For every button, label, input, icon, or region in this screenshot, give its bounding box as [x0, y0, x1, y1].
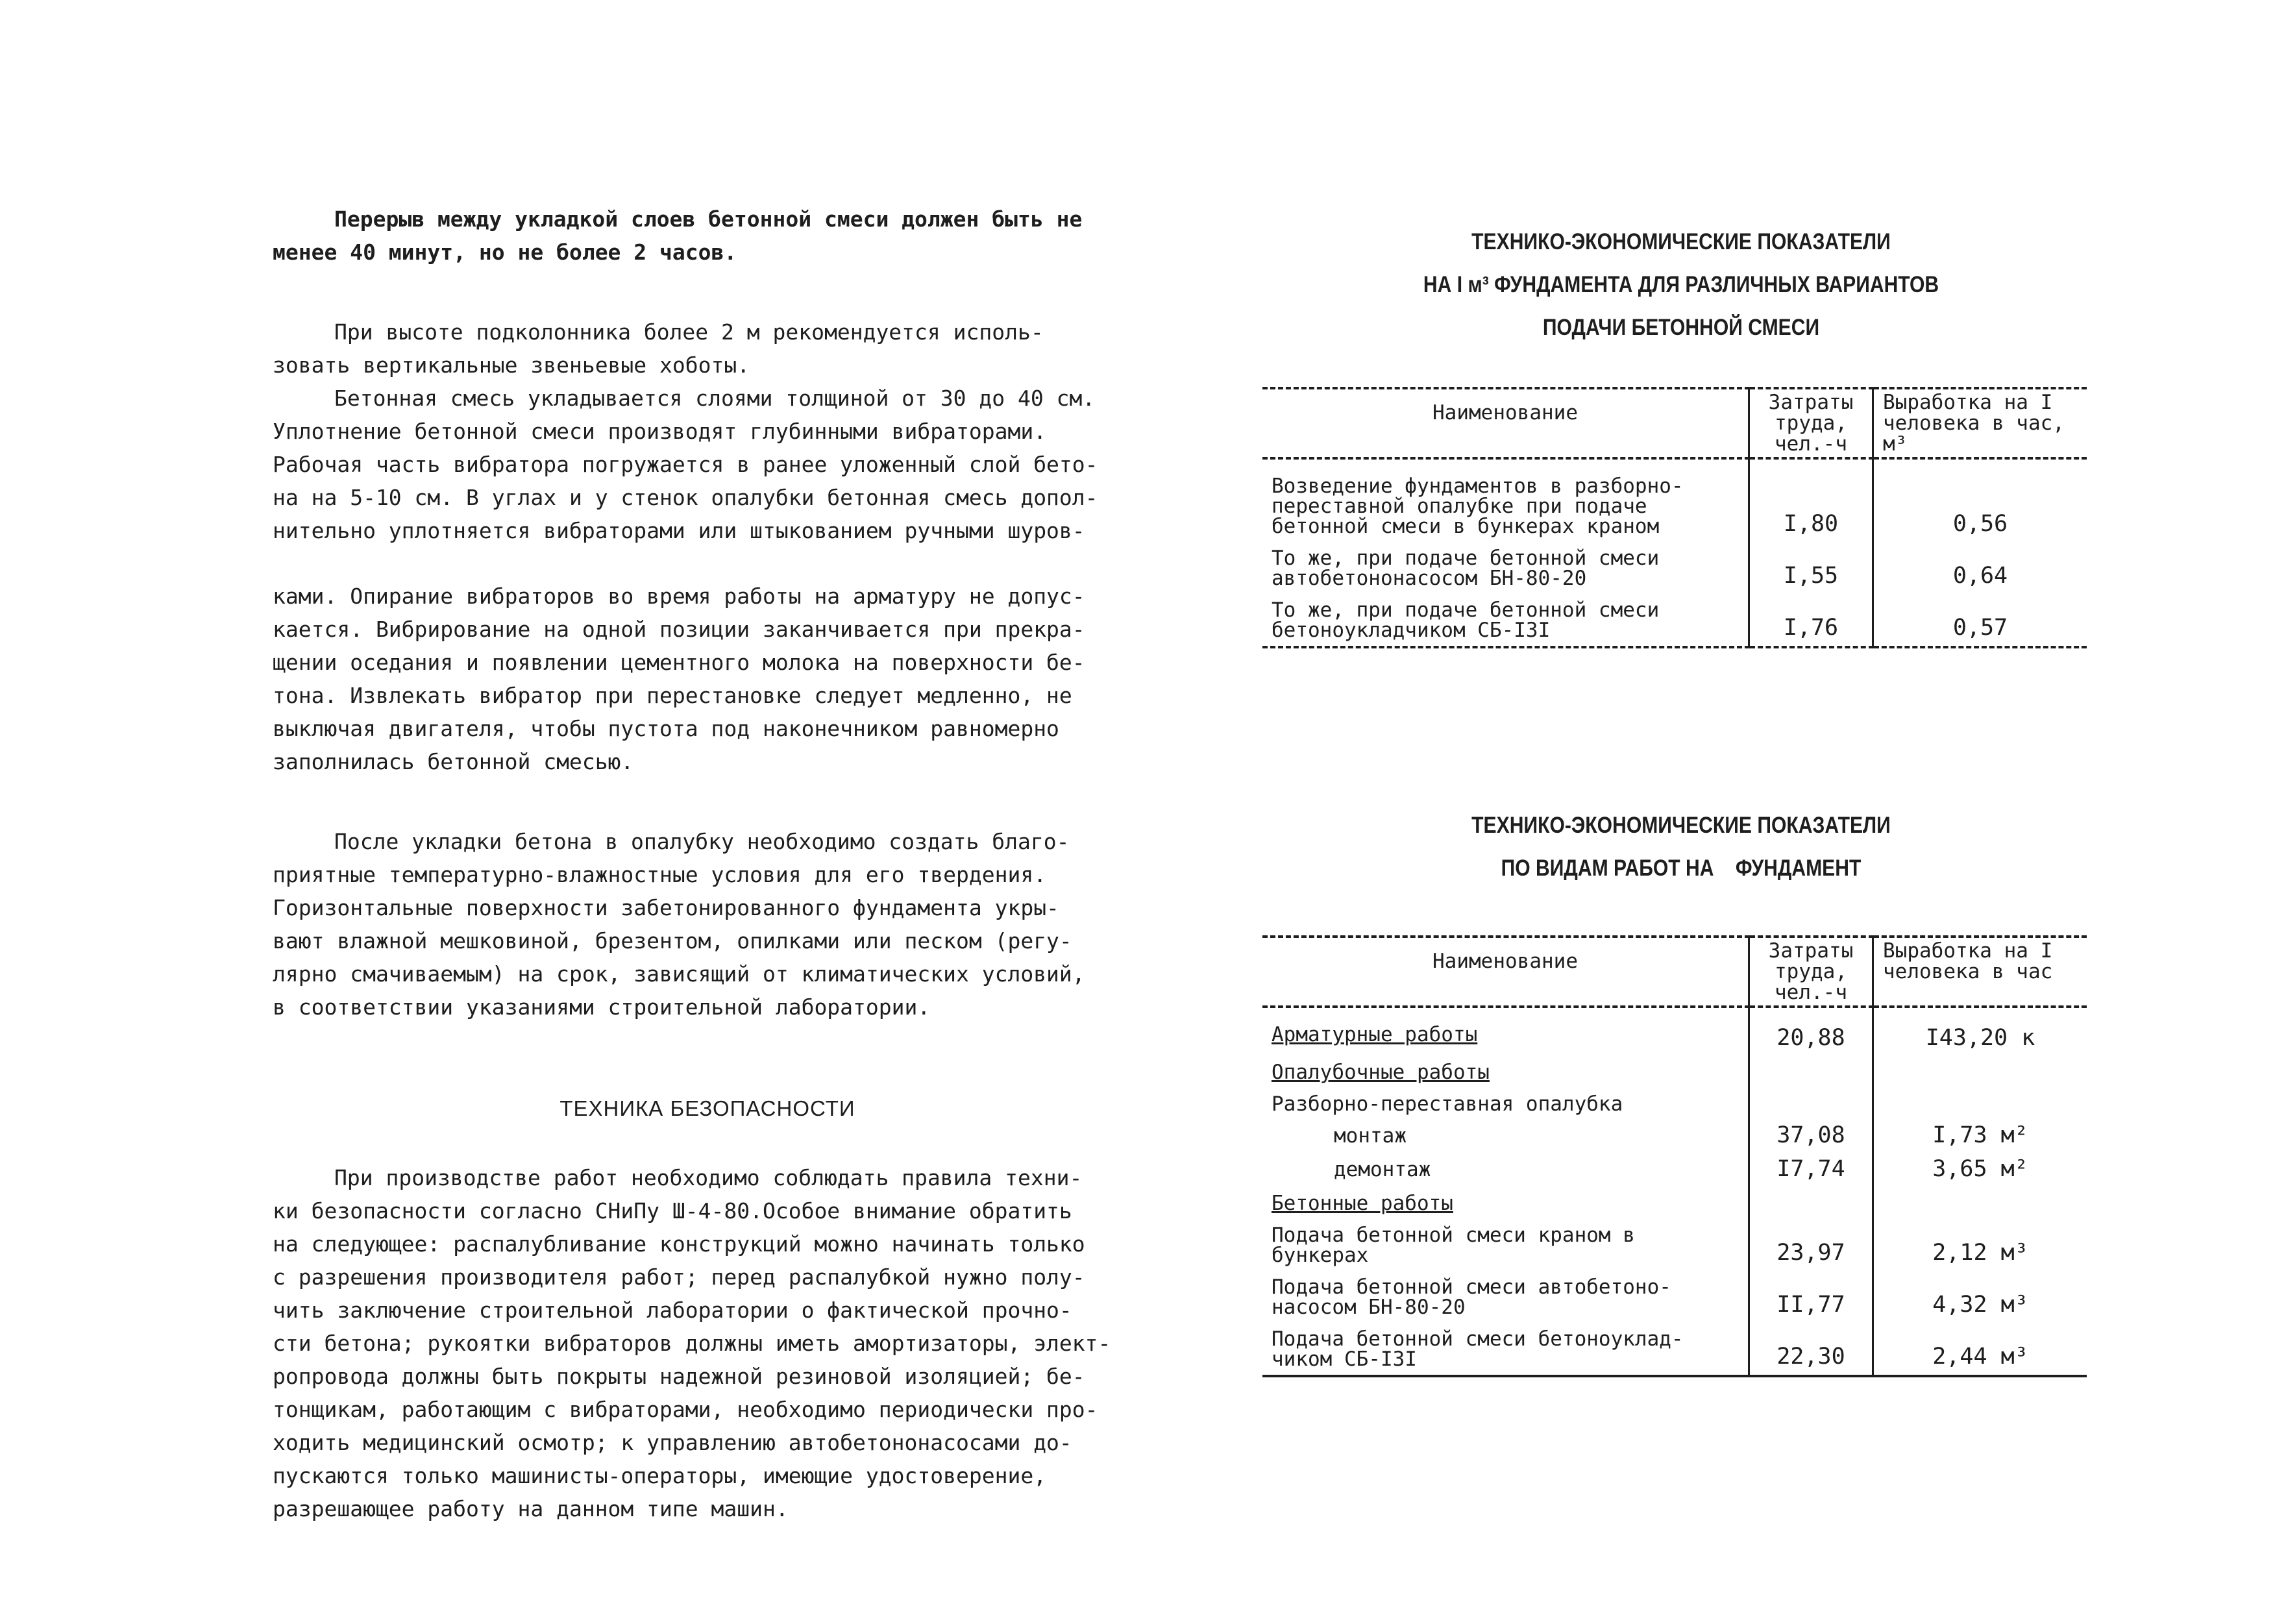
header-line: труда, — [1775, 960, 1847, 983]
table-row — [1262, 1088, 2087, 1120]
row-output: 4,32 м³ — [1932, 1292, 2028, 1318]
text-line: ропровода должны быть покрыты надежной резиновой изоляцией; бе- — [273, 1364, 1085, 1389]
table-header-row — [1262, 388, 2087, 458]
text-line: ками. Опирание вибраторов во время работы на арматуру не допус- — [273, 584, 1085, 609]
header-line: Затраты — [1768, 391, 1854, 414]
row-labor: II,77 — [1749, 1271, 1873, 1323]
indicators-table-1 — [1262, 387, 2087, 648]
row-output — [1873, 1187, 2087, 1219]
header-line: чел.-ч — [1775, 432, 1847, 456]
row-name: Арматурные работы — [1272, 1023, 1478, 1046]
table-row — [1262, 1120, 2087, 1153]
text-line: ходить медицинский осмотр; к управлению автобетононасосами до- — [273, 1430, 1072, 1455]
text-line: тонщикам, работающим с вибраторами, необходимо периодически про- — [273, 1397, 1098, 1422]
table1-heading — [1262, 221, 2100, 349]
row-output: 0,57 — [1873, 594, 2087, 647]
safety-heading: ТЕХНИКА БЕЗОПАСНОСТИ — [559, 1096, 855, 1120]
col-name-header: Наименование — [1262, 937, 1749, 1007]
text-line: тона. Извлекать вибратор при перестановке следует медленно, не — [273, 683, 1072, 708]
row-name-line: чиком СБ-I3I — [1272, 1347, 1417, 1371]
indicators-table-2 — [1262, 935, 2087, 1377]
row-name — [1262, 1219, 1749, 1271]
heading-line: ПО ВИДАМ РАБОТ НА ФУНДАМЕНТ — [1501, 855, 1862, 881]
text-line: Бетонная смесь укладывается слоями толщиной от 30 до 40 см. — [334, 386, 1096, 411]
text-line: на на 5-10 см. В углах и у стенок опалубки бетонная смесь допол- — [273, 485, 1098, 510]
heading-line: ТЕХНИКО-ЭКОНОМИЧЕСКИЕ ПОКАЗАТЕЛИ — [1471, 813, 1891, 838]
header-line: м³ — [1883, 432, 1908, 456]
table-row — [1262, 1056, 2087, 1088]
row-name-line: То же, при подаче бетонной смеси — [1272, 598, 1660, 622]
row-output: 3,65 м² — [1932, 1156, 2028, 1182]
text-line: приятные температурно-влажностные условия для его твердения. — [273, 862, 1047, 887]
text-line: ки безопасности согласно СНиПу Ш-4-80.Особое внимание обратить — [273, 1198, 1072, 1224]
text-line: щении оседания и появлении цементного молока на поверхности бе- — [273, 650, 1085, 675]
row-name-line: насосом БН-80-20 — [1272, 1296, 1466, 1319]
table-row — [1262, 1271, 2087, 1323]
table-header-row — [1262, 937, 2087, 1007]
row-labor: I,76 — [1749, 594, 1873, 647]
table2-heading — [1262, 804, 2100, 890]
text-line: пускаются только машинисты-операторы, имеющие удостоверение, — [273, 1463, 1047, 1488]
header-line: человека в час, — [1883, 412, 2065, 435]
header-line: труда, — [1775, 412, 1847, 435]
text-line: Рабочая часть вибратора погружается в ранее уложенный слой бето- — [273, 452, 1098, 477]
row-output — [1873, 1088, 2087, 1120]
row-output: I,73 м² — [1932, 1122, 2028, 1148]
text-line: При высоте подколонника более 2 м рекомендуется исполь- — [334, 319, 1044, 345]
col-output-header — [1873, 937, 2087, 1007]
col-name-header: Наименование — [1262, 388, 1749, 458]
row-labor: 37,08 — [1749, 1120, 1873, 1153]
table-row — [1262, 594, 2087, 647]
row-labor: 20,88 — [1749, 1007, 1873, 1056]
row-labor: 22,30 — [1749, 1323, 1873, 1376]
row-name-line: Подача бетонной смеси автобетоно- — [1272, 1275, 1671, 1299]
table-row — [1262, 1323, 2087, 1376]
row-name: Опалубочные работы — [1272, 1061, 1490, 1084]
text-line: вают влажной мешковиной, брезентом, опилками или песком (регу- — [273, 928, 1072, 953]
table-row — [1262, 1187, 2087, 1219]
text-line: выключая двигателя, чтобы пустота под наконечником равномерно — [273, 716, 1059, 741]
text-line: сти бетона; рукоятки вибраторов должны иметь амортизаторы, элект- — [273, 1331, 1111, 1356]
text-line: чить заключение строительной лаборатории о фактической прочно- — [273, 1298, 1072, 1323]
text-line: с разрешения производителя работ; перед распалубкой нужно полу- — [273, 1264, 1085, 1290]
paragraph-vibrators — [273, 580, 1142, 778]
col-labor-header — [1749, 388, 1873, 458]
row-name-line: Подача бетонной смеси бетоноуклад- — [1272, 1327, 1684, 1351]
row-output: I43,20 к — [1925, 1025, 2035, 1051]
row-name-line: бетонной смеси в бункерах краном — [1272, 515, 1660, 538]
row-labor — [1749, 1088, 1873, 1120]
row-name: монтаж — [1334, 1124, 1407, 1148]
paragraph-safety — [273, 1161, 1142, 1525]
text-line: При производстве работ необходимо соблюдать правила техни- — [334, 1165, 1083, 1190]
row-output — [1873, 1056, 2087, 1088]
row-name — [1262, 594, 1749, 647]
text-line: разрешающее работу на данном типе машин. — [273, 1496, 789, 1521]
text-line: кается. Вибрирование на одной позиции заканчивается при прекра- — [273, 617, 1085, 642]
text-line: Горизонтальные поверхности забетонированного фундамента укры- — [273, 895, 1059, 920]
paragraph-break-interval — [273, 203, 1142, 269]
row-output: 2,12 м³ — [1932, 1240, 2028, 1266]
row-labor — [1749, 1056, 1873, 1088]
header-line: Затраты — [1768, 939, 1854, 963]
row-output: 0,56 — [1952, 511, 2008, 537]
row-name — [1262, 542, 1749, 594]
table-row — [1262, 1153, 2087, 1187]
row-name-line: автобетононасосом БН-80-20 — [1272, 567, 1587, 590]
text-line: лярно смачиваемым) на срок, зависящий от климатических условий, — [273, 961, 1085, 987]
row-name-line: бетоноукладчиком СБ-I3I — [1272, 619, 1551, 642]
row-name — [1262, 1271, 1749, 1323]
text-line: Уплотнение бетонной смеси производят глубинными вибраторами. — [273, 419, 1047, 444]
row-output: 0,64 — [1952, 563, 2008, 589]
row-name-line: Возведение фундаментов в разборно- — [1272, 474, 1684, 498]
text-line: менее 40 минут, но не более 2 часов. — [273, 240, 737, 265]
text-line: заполнилась бетонной смесью. — [273, 749, 634, 774]
paragraph-trunks — [273, 315, 1142, 382]
text-line: в соответствии указаниями строительной лаборатории. — [273, 994, 931, 1020]
row-labor: I7,74 — [1749, 1153, 1873, 1187]
heading-line: НА I м³ ФУНДАМЕНТА ДЛЯ РАЗЛИЧНЫХ ВАРИАНТОВ — [1423, 272, 1939, 297]
text-line: После укладки бетона в опалубку необходимо создать благо- — [334, 829, 1070, 854]
header-line: чел.-ч — [1775, 981, 1847, 1004]
table-row — [1262, 1007, 2087, 1056]
header-line: Выработка на I — [1883, 939, 2053, 963]
heading-line: ПОДАЧИ БЕТОННОЙ СМЕСИ — [1542, 315, 1820, 340]
row-name: Бетонные работы — [1272, 1192, 1453, 1215]
row-labor: 23,97 — [1749, 1219, 1873, 1271]
text-line: на следующее: распалубливание конструкций можно начинать только — [273, 1231, 1085, 1257]
table-row — [1262, 1219, 2087, 1271]
text-line: зовать вертикальные звеньевые хоботы. — [273, 352, 750, 378]
row-name-line: То же, при подаче бетонной смеси — [1272, 547, 1660, 570]
table-row — [1262, 458, 2087, 542]
col-output-header — [1873, 388, 2087, 458]
col-labor-header — [1749, 937, 1873, 1007]
header-line: человека в час — [1883, 960, 2053, 983]
row-output: 2,44 м³ — [1873, 1323, 2087, 1376]
paragraph-compaction — [273, 382, 1142, 547]
table-row — [1262, 542, 2087, 594]
row-name-line: переставной опалубке при подаче — [1272, 495, 1647, 518]
row-name — [1262, 458, 1749, 542]
row-labor: I,55 — [1749, 542, 1873, 594]
left-column — [273, 203, 1142, 1525]
row-labor — [1749, 1187, 1873, 1219]
row-labor: I,80 — [1749, 458, 1873, 542]
row-name-line: Подача бетонной смеси краном в — [1272, 1224, 1635, 1247]
row-name: демонтаж — [1334, 1158, 1431, 1181]
row-name-line: бункерах — [1272, 1244, 1369, 1267]
right-column — [1262, 221, 2100, 1377]
text-line: нительно уплотняется вибраторами или штыкованием ручными шуров- — [273, 518, 1085, 543]
header-line: Выработка на I — [1883, 391, 2053, 414]
row-name: Разборно-переставная опалубка — [1272, 1092, 1623, 1116]
row-name — [1262, 1323, 1749, 1376]
paragraph-curing — [273, 825, 1142, 1024]
heading-line: ТЕХНИКО-ЭКОНОМИЧЕСКИЕ ПОКАЗАТЕЛИ — [1471, 229, 1891, 254]
text-line: Перерыв между укладкой слоев бетонной смеси должен быть не — [334, 206, 1083, 232]
